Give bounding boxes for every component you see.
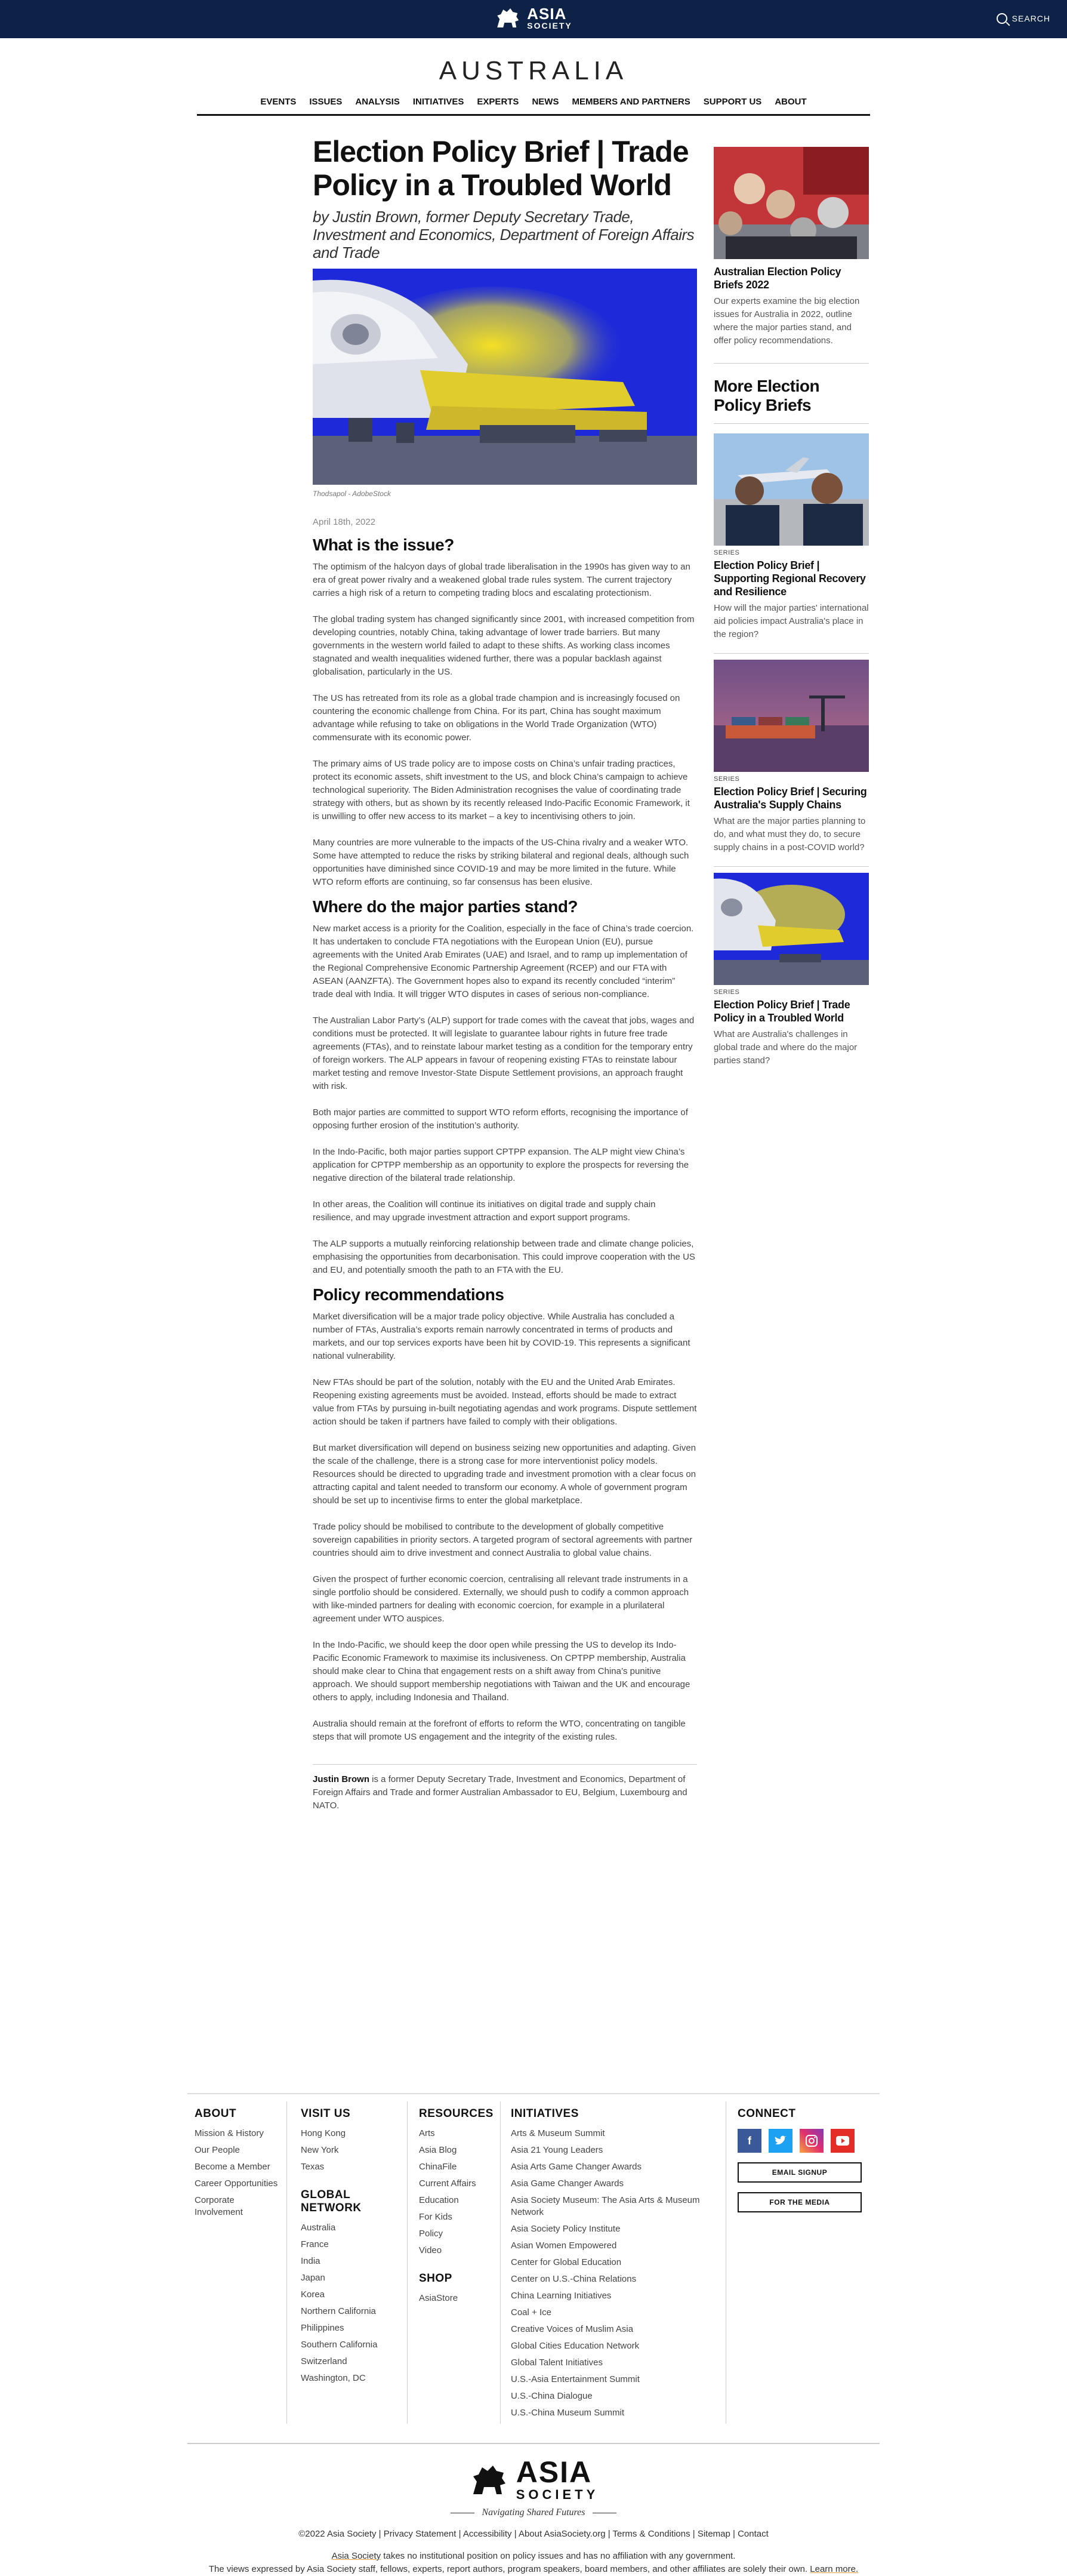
footer-heading: CONNECT	[738, 2107, 796, 2120]
footer-link[interactable]: Global Talent Initiatives	[511, 2358, 603, 2368]
sidebar	[714, 116, 869, 1067]
author-name[interactable]: Justin Brown	[313, 1774, 370, 1784]
site-footer	[0, 2093, 1067, 2576]
footer-logo[interactable]	[0, 2457, 1067, 2503]
footer-link[interactable]: Global Cities Education Network	[511, 2341, 640, 2351]
publish-date: April 18th, 2022	[313, 517, 376, 527]
footer-logo-society: SOCIETY	[516, 2487, 599, 2502]
brief-card[interactable]	[714, 873, 869, 1067]
footer-link[interactable]: India	[301, 2256, 320, 2266]
sidebar-divider	[714, 866, 869, 867]
footer-col-visit	[301, 2107, 396, 2387]
learn-more-link[interactable]: Learn more.	[810, 2564, 859, 2574]
politicians-collage-image	[714, 147, 869, 259]
heading-recommendations: Policy recommendations	[313, 1285, 504, 1304]
footer-link[interactable]: China Learning Initiatives	[511, 2291, 612, 2301]
footer-link[interactable]: Washington, DC	[301, 2373, 366, 2383]
footer-link[interactable]: France	[301, 2239, 329, 2249]
paragraph: The primary aims of US trade policy are to impose costs on China’s unfair trading practices, protect its economic assets, shift investment to the US, and block China’s campaign to achieve technological superiority. The Biden Administration recognises the value of coordinating trade strategy with others, but as shown by its recently released Indo-Pacific Economic Framework, it is unwilling to offer new access to its market – a key to incentivising others to join.	[313, 759, 690, 821]
footer-link[interactable]: Japan	[301, 2273, 325, 2283]
footer-link[interactable]: Asia Society Museum: The Asia Arts & Museum Network	[511, 2195, 700, 2217]
shipping-port-image	[714, 660, 869, 772]
main-nav	[0, 97, 1067, 107]
footer-link[interactable]: U.S.-China Dialogue	[511, 2391, 593, 2401]
disclaimer-text-2: The views expressed by Asia Society staff, fellows, experts, report authors, program speakers, board members, and other affiliates are solely their own.	[208, 2564, 808, 2574]
nav-analysis[interactable]: ANALYSIS	[355, 97, 400, 107]
footer-bottom-rule	[187, 2443, 880, 2444]
top-bar	[0, 0, 1067, 38]
paragraph: The global trading system has changed significantly since 2001, with increased competition from developing countries, notably China, taking advantage of lower trade barriers. But many governments in the western world failed to adapt to these shifts. As working class incomes stagnated and wealth inequalities widened further, there was a popular backlash against globalisation, particularly in the US.	[313, 614, 695, 677]
footer-link[interactable]: ChinaFile	[419, 2162, 457, 2172]
footer-link[interactable]: Become a Member	[195, 2162, 270, 2172]
footer-col-resources	[419, 2107, 497, 2307]
sidebar-divider	[714, 423, 869, 424]
footer-link[interactable]: Video	[419, 2245, 442, 2255]
paragraph: In other areas, the Coalition will continue its initiatives on digital trade and supply chain resilience, and may upgrade investment attraction and export support programs.	[313, 1199, 656, 1223]
disclaimer	[0, 2550, 1067, 2576]
lion-icon	[468, 2462, 510, 2498]
nav-members-partners[interactable]: MEMBERS AND PARTNERS	[572, 97, 690, 107]
nav-events[interactable]: EVENTS	[260, 97, 297, 107]
image-caption: Thodsapol - AdobeStock	[313, 490, 391, 498]
footer-col-initiatives	[511, 2107, 702, 2421]
footer-link[interactable]: Education	[419, 2195, 459, 2205]
nav-about[interactable]: ABOUT	[775, 97, 807, 107]
featured-series-desc: Our experts examine the big election issues for Australia in 2022, outline where the major parties stand, and offer policy recommendations.	[714, 296, 860, 346]
lion-icon	[495, 6, 521, 30]
hero-image	[313, 269, 697, 485]
paragraph: Both major parties are committed to support WTO reform efforts, recognising the importance of opposing further erosion of the institution’s authority.	[313, 1107, 688, 1131]
footer-link[interactable]: Asia 21 Young Leaders	[511, 2145, 603, 2155]
cargo-plane-thumbnail	[714, 873, 869, 985]
paragraph: Market diversification will be a major trade policy objective. While Australia has concluded a number of FTAs, Australia’s exports remain narrowly concentrated in terms of products and markets, and our top services exports have been hit by COVID-19. This represents a significant national vulnerability.	[313, 1312, 690, 1361]
footer-link[interactable]: Policy	[419, 2229, 443, 2239]
footer-link[interactable]: Our People	[195, 2145, 240, 2155]
heading-parties: Where do the major parties stand?	[313, 897, 578, 916]
footer-link[interactable]: New York	[301, 2145, 339, 2155]
footer-link[interactable]: U.S.-China Museum Summit	[511, 2408, 625, 2418]
brief-title[interactable]: Election Policy Brief | Securing Australia's Supply Chains	[714, 786, 867, 811]
footer-divider	[286, 2101, 287, 2424]
nav-news[interactable]: NEWS	[532, 97, 559, 107]
social-links	[738, 2129, 869, 2153]
paragraph: New FTAs should be part of the solution, notably with the EU and the United Arab Emirates. Reopening existing agreements must be avoided. Instead, efforts should be made to extract value from FTAs by pursuing in-built negotiating agendas and work programs. Dispute settlement action should be taken if partners have failed to comply with their obligations.	[313, 1377, 697, 1427]
aid-workers-image	[714, 433, 869, 546]
footer-col-connect	[738, 2107, 869, 2212]
footer-link[interactable]: Corporate Involvement	[195, 2195, 243, 2217]
footer-link[interactable]: Korea	[301, 2289, 325, 2300]
footer-heading: INITIATIVES	[511, 2107, 579, 2120]
footer-heading: VISIT US	[301, 2107, 351, 2120]
article-byline: by Justin Brown, former Deputy Secretary Trade, Investment and Economics, Department of Foreign Affairs and Trade	[313, 208, 695, 261]
copyright-links[interactable]: ©2022 Asia Society | Privacy Statement | Accessibility | About AsiaSociety.org | Terms & Conditions | Sitemap | Contact	[298, 2529, 769, 2539]
footer-link[interactable]: Philippines	[301, 2323, 344, 2333]
asia-society-link[interactable]: Asia Society	[331, 2551, 381, 2561]
brief-card[interactable]	[714, 433, 869, 641]
search-label: SEARCH	[1012, 14, 1050, 23]
footer-col-about	[195, 2107, 278, 2221]
footer-link[interactable]: Creative Voices of Muslim Asia	[511, 2324, 634, 2334]
paragraph: Many countries are more vulnerable to the impacts of the US-China rivalry and a weaker WTO. Some have attempted to reduce the risks by striking bilateral and regional deals, although such opportunities have diminished since COVID-19 and may be more limited in the future. While WTO reform efforts are continuing, so far consensus has been elusive.	[313, 838, 689, 887]
footer-link[interactable]: Asia Blog	[419, 2145, 457, 2155]
brief-image[interactable]	[714, 660, 869, 772]
footer-link[interactable]: Southern California	[301, 2340, 378, 2350]
series-tag: SERIES	[714, 775, 740, 783]
nav-issues[interactable]: ISSUES	[309, 97, 343, 107]
bio-divider	[313, 1764, 697, 1765]
disclaimer-text: takes no institutional position on policy issues and has no affiliation with any government.	[381, 2551, 736, 2561]
footer-divider	[500, 2101, 501, 2424]
paragraph: Trade policy should be mobilised to contribute to the development of globally competitive sovereign capabilities in priority sectors. A targeted program of sectoral agreements with partner countries should aim to drive investment and connect Australia to global value chains.	[313, 1522, 693, 1558]
footer-link[interactable]: U.S.-Asia Entertainment Summit	[511, 2374, 640, 2384]
brief-title[interactable]: Election Policy Brief | Supporting Regional Recovery and Resilience	[714, 559, 866, 598]
sidebar-divider	[714, 653, 869, 654]
brief-desc: What are Australia's challenges in global trade and where do the major parties stand?	[714, 1029, 858, 1066]
paragraph: Australia should remain at the forefront of efforts to reform the WTO, concentrating on tangible steps that will promote US engagement and the integrity of the existing rules.	[313, 1719, 686, 1742]
email-signup-button[interactable]: EMAIL SIGNUP	[738, 2162, 862, 2183]
footer-link[interactable]: Arts	[419, 2128, 435, 2138]
footer-link[interactable]: Career Opportunities	[195, 2178, 278, 2189]
twitter-icon[interactable]	[769, 2129, 792, 2153]
footer-link[interactable]: Hong Kong	[301, 2128, 346, 2138]
footer-link[interactable]: For Kids	[419, 2212, 452, 2222]
footer-link[interactable]: Mission & History	[195, 2128, 264, 2138]
footer-link[interactable]: Arts & Museum Summit	[511, 2128, 605, 2138]
search-icon	[997, 13, 1007, 24]
brief-desc: How will the major parties' international aid policies impact Australia's place in the region?	[714, 603, 869, 639]
footer-link[interactable]: Asian Women Empowered	[511, 2240, 617, 2251]
paragraph: The optimism of the halcyon days of global trade liberalisation in the 1990s has given way to an era of great power rivalry and a weakened global trade rules system. The current trajectory carries a high risk of a return to competing trading blocs and escalating protectionism.	[313, 562, 690, 598]
footer-heading: ABOUT	[195, 2107, 237, 2120]
paragraph: Given the prospect of further economic coercion, centralising all relevant trade instruments in a single portfolio should be considered. Externally, we should push to codify a common approach with like-minded partners for dealing with economic coercion, for example in a plurilateral agreement under WTO auspices.	[313, 1574, 689, 1624]
brief-image[interactable]	[714, 873, 869, 985]
footer-columns	[187, 2094, 880, 2429]
footer-link[interactable]: Australia	[301, 2223, 336, 2233]
article	[313, 116, 697, 1812]
footer-link[interactable]: Asia Arts Game Changer Awards	[511, 2162, 642, 2172]
paragraph: New market access is a priority for the Coalition, especially in the face of China’s trade coercion. It has undertaken to conclude FTA negotiations with the European Union (EU), pursue agreements with the United Arab Emirates (UAE) and Israel, and to ramp up implementation of the Regional Comprehensive Economic Partnership Agreement (RCEP) and our FTA with ASEAN (AANZFTA). The Government hopes also to expand its recently concluded “interim” trade deal with India. It will trigger WTO disputes in cases of serious non-compliance.	[313, 924, 694, 999]
site-title[interactable]: AUSTRALIA	[439, 56, 628, 85]
for-the-media-button[interactable]: FOR THE MEDIA	[738, 2192, 862, 2212]
tagline-text: Navigating Shared Futures	[482, 2507, 585, 2517]
more-briefs-heading: More Election Policy Briefs	[714, 377, 820, 414]
footer-link[interactable]: Texas	[301, 2162, 325, 2172]
featured-series-image[interactable]	[714, 147, 869, 259]
footer-link[interactable]: Center on U.S.-China Relations	[511, 2274, 637, 2284]
footer-divider	[407, 2101, 408, 2424]
youtube-icon[interactable]	[831, 2129, 855, 2153]
footer-heading: GLOBAL NETWORK	[301, 2189, 362, 2214]
logo-text-asia: ASIA	[527, 5, 567, 23]
series-tag: SERIES	[714, 549, 740, 556]
footer-link[interactable]: Asia Society Policy Institute	[511, 2224, 621, 2234]
author-bio	[313, 1773, 697, 1812]
brief-card[interactable]	[714, 660, 869, 854]
paragraph: In the Indo-Pacific, we should keep the door open while pressing the US to develop its Indo-Pacific Economic Framework to maximise its inclusiveness. On CPTPP membership, Australia should make clear to China that engagement rests on a shift away from China’s punitive approach. We should support membership negotiations with Taiwan and the UK and encourage others to apply, including Indonesia and Thailand.	[313, 1640, 690, 1703]
nav-initiatives[interactable]: INITIATIVES	[412, 97, 464, 107]
featured-series-title[interactable]: Australian Election Policy Briefs 2022	[714, 266, 841, 291]
footer-logo-asia: ASIA	[516, 2455, 593, 2489]
footer-link[interactable]: AsiaStore	[419, 2293, 458, 2303]
brief-desc: What are the major parties planning to do, and what must they do, to secure supply chains in a post-COVID world?	[714, 816, 866, 852]
heading-issue: What is the issue?	[313, 535, 454, 554]
facebook-icon[interactable]: f	[738, 2129, 761, 2153]
brief-title[interactable]: Election Policy Brief | Trade Policy in a Troubled World	[714, 999, 850, 1024]
cargo-plane-illustration	[313, 269, 697, 485]
nav-experts[interactable]: EXPERTS	[477, 97, 519, 107]
footer-heading: RESOURCES	[419, 2107, 494, 2120]
paragraph: The Australian Labor Party’s (ALP) support for trade comes with the caveat that jobs, wages and conditions must be protected. It will legislate to guarantee labour rights in future free trade agreements (FTAs), and to reinstate labour market testing as a condition for the temporary entry of foreign workers. The ALP appears in favour of reopening existing FTAs to reinstate labour market testing and remove Investor-State Dispute Settlement provisions, an approach fraught with risk.	[313, 1015, 695, 1091]
footer-link[interactable]: Center for Global Education	[511, 2257, 622, 2267]
paragraph: The US has retreated from its role as a global trade champion and is increasingly focused on countering the economic challenge from China. For its part, China has sought maximum advantage while refusing to take on obligations in the World Trade Organization (WTO) commensurate with its economic power.	[313, 693, 680, 743]
footer-link[interactable]: Northern California	[301, 2306, 376, 2316]
paragraph: The ALP supports a mutually reinforcing relationship between trade and climate change policies, emphasising the opportunities from decarbonisation. This could improve cooperation with the US and EU, and potentially smooth the path to an FTA with the EU.	[313, 1239, 695, 1275]
footer-heading: SHOP	[419, 2272, 452, 2285]
asia-society-logo[interactable]	[495, 6, 572, 30]
footer-link[interactable]: Switzerland	[301, 2356, 347, 2366]
search-button[interactable]	[997, 13, 1050, 24]
author-bio-text: is a former Deputy Secretary Trade, Investment and Economics, Department of Foreign Affairs and Trade and former Australian Ambassador to EU, Belgium, Luxembourg and NATO.	[313, 1774, 687, 1811]
footer-link[interactable]: Coal + Ice	[511, 2307, 551, 2318]
paragraph: But market diversification will depend on business seizing new opportunities and adapting. Given the scale of the challenge, there is a strong case for more interventionist policy models. Resources should be directed to upgrading trade and investment promotion with a clear focus on attracting capital and talent needed to transform our economy. A whole of government program should be set up to incentivise firms to enter the global marketplace.	[313, 1443, 696, 1506]
series-tag: SERIES	[714, 989, 740, 996]
article-title: Election Policy Brief | Trade Policy in a Troubled World	[313, 135, 689, 202]
sidebar-divider	[714, 363, 869, 364]
logo-text-society: SOCIETY	[527, 21, 572, 30]
brief-image[interactable]	[714, 433, 869, 546]
tagline	[0, 2507, 1067, 2518]
footer-link[interactable]: Asia Game Changer Awards	[511, 2178, 624, 2189]
footer-link[interactable]: Current Affairs	[419, 2178, 476, 2189]
featured-series-card[interactable]	[714, 147, 869, 347]
nav-support-us[interactable]: SUPPORT US	[703, 97, 762, 107]
instagram-icon[interactable]	[800, 2129, 824, 2153]
paragraph: In the Indo-Pacific, both major parties support CPTPP expansion. The ALP might view China’s application for CPTPP membership as an opportunity to explore the prospects for reversing the negative direction of the bilateral trade relationship.	[313, 1147, 689, 1183]
